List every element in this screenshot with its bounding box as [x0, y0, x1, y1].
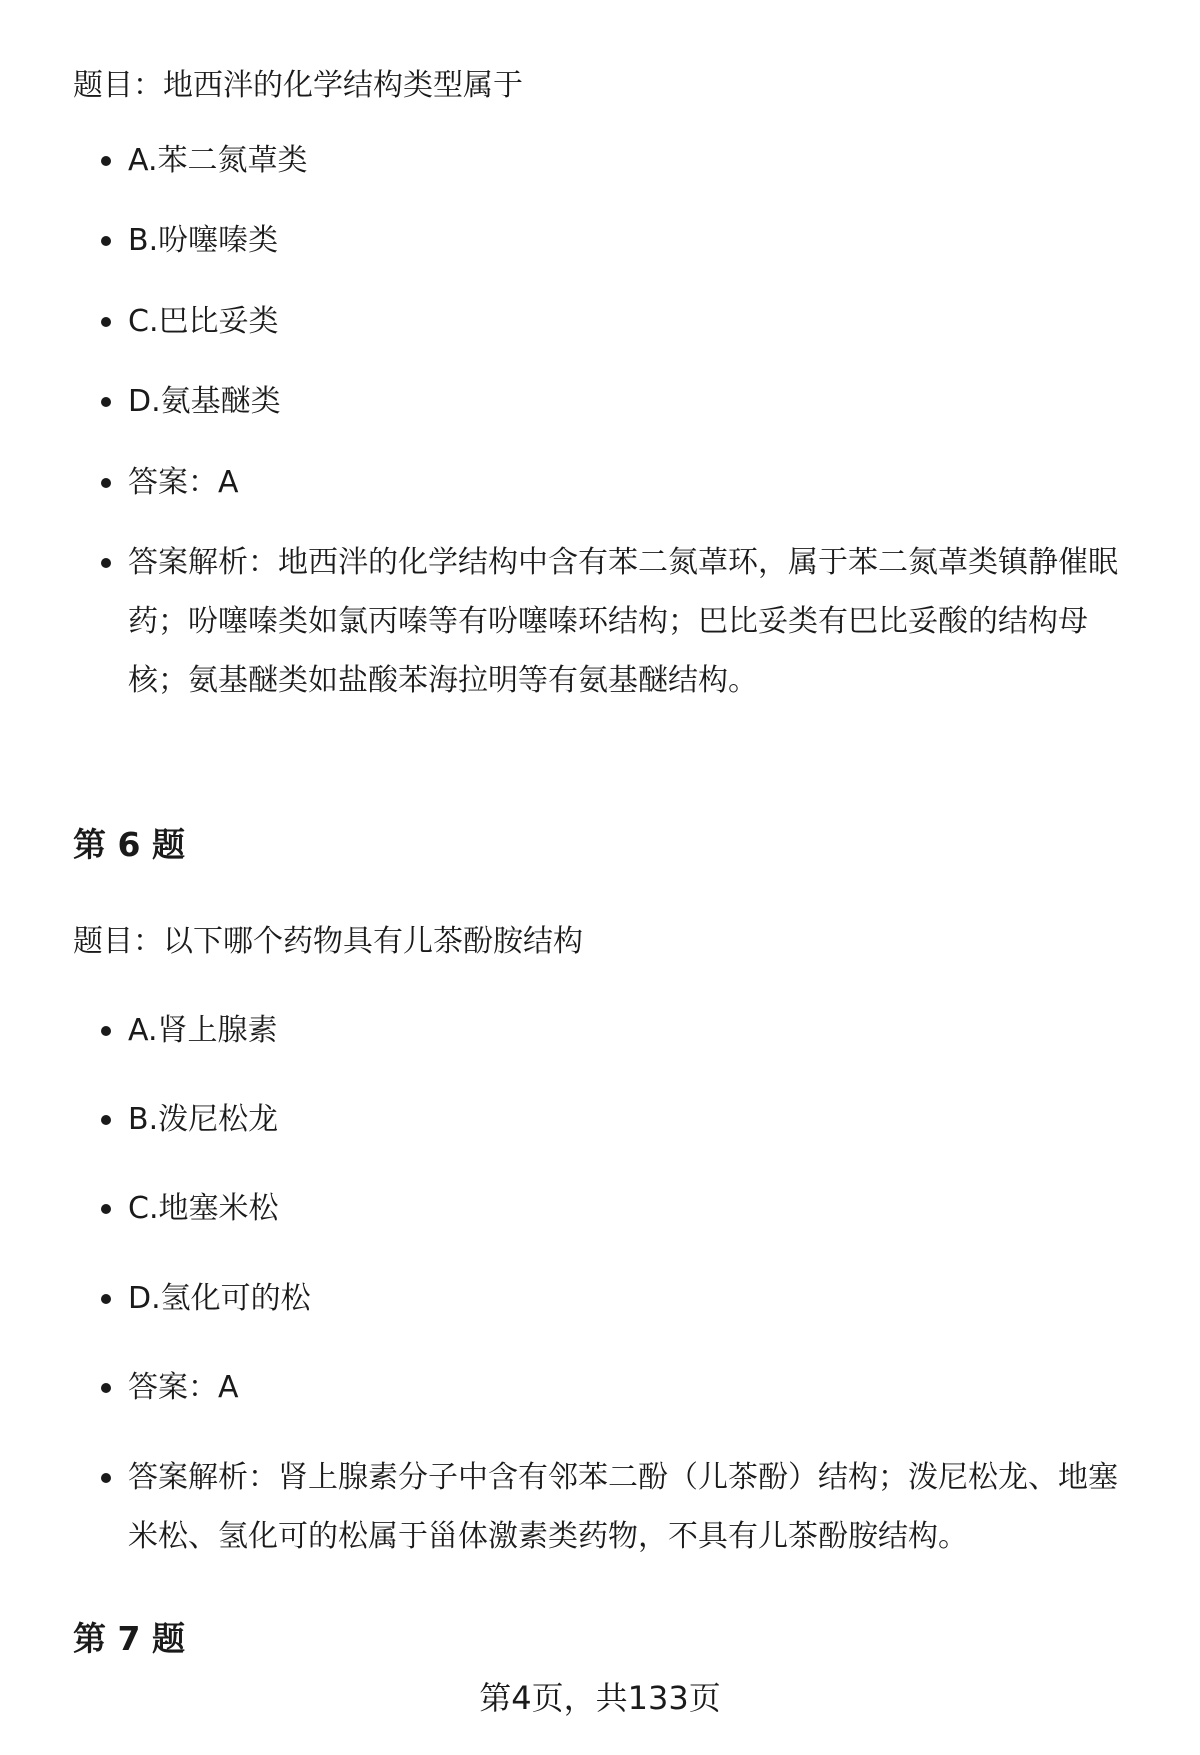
q6-option-a: A.肾上腺素 [128, 1013, 278, 1048]
q6-option-b: B.泼尼松龙 [128, 1102, 279, 1137]
bullet-icon [101, 1383, 111, 1393]
question-6-heading: 第 6 题 [73, 825, 185, 864]
q5-option-c: C.巴比妥类 [128, 304, 279, 339]
bullet-icon [101, 317, 111, 327]
q5-option-a: A.苯二氮䓬类 [128, 143, 308, 178]
q6-option-d: D.氢化可的松 [128, 1281, 311, 1316]
question-7-heading: 第 7 题 [73, 1619, 185, 1658]
page-indicator: 第4页，共133页 [479, 1679, 721, 1717]
bullet-icon [101, 1026, 111, 1036]
question-5-stem: 题目：地西泮的化学结构类型属于 [73, 68, 523, 103]
bullet-icon [101, 156, 111, 166]
bullet-icon [101, 1115, 111, 1125]
bullet-icon [101, 1294, 111, 1304]
bullet-icon [101, 397, 111, 407]
bullet-icon [101, 236, 111, 246]
bullet-icon [101, 1473, 111, 1483]
q6-answer: 答案：A [128, 1370, 239, 1405]
q6-analysis: 答案解析：肾上腺素分子中含有邻苯二酚（儿茶酚）结构；泼尼松龙、地塞米松、氢化可的松属于甾体激素类药物，不具有儿茶酚胺结构。 [128, 1460, 1118, 1554]
q5-answer: 答案：A [128, 465, 239, 500]
q5-analysis: 答案解析：地西泮的化学结构中含有苯二氮䓬环，属于苯二氮䓬类镇静催眠药；吩噻嗪类如氯丙嗪等有吩噻嗪环结构；巴比妥类有巴比妥酸的结构母核；氨基醚类如盐酸苯海拉明等有氨基醚结构。 [128, 545, 1118, 698]
q6-option-c: C.地塞米松 [128, 1191, 279, 1226]
q5-option-d: D.氨基醚类 [128, 384, 281, 419]
question-6-stem: 题目：以下哪个药物具有儿茶酚胺结构 [73, 924, 583, 959]
bullet-icon [101, 558, 111, 568]
bullet-icon [101, 478, 111, 488]
q5-option-b: B.吩噻嗪类 [128, 223, 279, 258]
bullet-icon [101, 1204, 111, 1214]
